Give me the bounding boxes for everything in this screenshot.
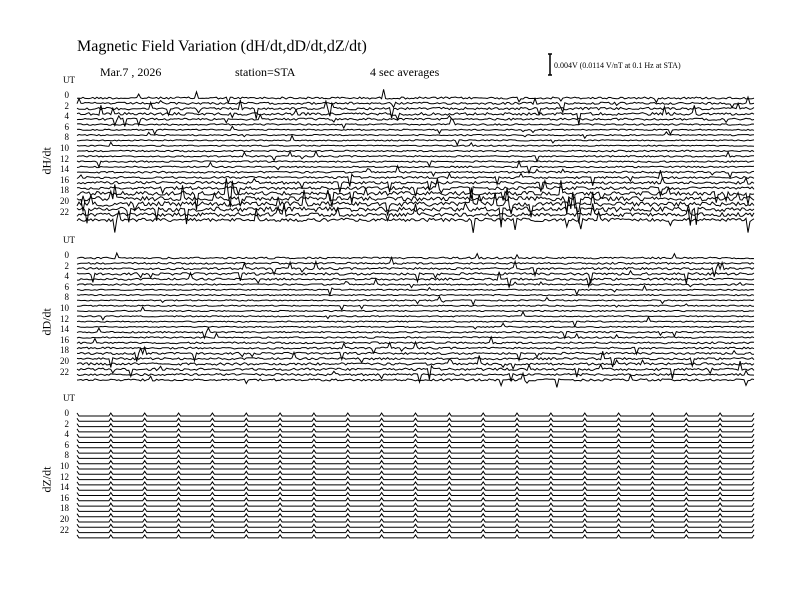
trace-dZdt-hour-5 bbox=[77, 440, 754, 443]
trace-dZdt-hour-21 bbox=[77, 524, 754, 527]
y-tick-label: 2 bbox=[64, 260, 69, 271]
trace-dZdt-hour-4 bbox=[77, 434, 754, 437]
trace-dZdt-hour-16 bbox=[77, 498, 754, 501]
trace-dZdt-hour-10 bbox=[77, 466, 754, 469]
y-tick-label: 10 bbox=[60, 143, 69, 153]
y-tick-label: 2 bbox=[64, 418, 69, 429]
trace-dZdt-hour-20 bbox=[77, 519, 754, 522]
trace-dDdt-hour-6 bbox=[77, 286, 754, 295]
y-tick-label: 10 bbox=[60, 303, 69, 313]
trace-dHdt-hour-10 bbox=[77, 150, 754, 151]
ylabel-dd: dD/dt bbox=[39, 308, 54, 336]
trace-dDdt-hour-12 bbox=[77, 317, 754, 326]
y-tick-label: 12 bbox=[60, 313, 69, 324]
trace-dHdt-hour-13 bbox=[77, 162, 754, 173]
trace-dZdt-hour-12 bbox=[77, 477, 754, 480]
trace-dZdt-hour-7 bbox=[77, 450, 754, 453]
trace-dDdt-hour-8 bbox=[77, 297, 754, 305]
trace-dZdt-hour-18 bbox=[77, 508, 754, 511]
trace-dHdt-hour-0 bbox=[77, 89, 754, 102]
trace-dDdt-hour-11 bbox=[77, 312, 754, 320]
trace-dZdt-hour-23 bbox=[77, 535, 754, 538]
ut-label-dh: UT bbox=[63, 75, 75, 85]
trace-dDdt-hour-10 bbox=[77, 307, 754, 312]
trace-dZdt-hour-0 bbox=[77, 413, 754, 416]
y-tick-label: 4 bbox=[64, 111, 69, 122]
y-tick-label: 18 bbox=[60, 503, 69, 514]
y-tick-label: 12 bbox=[60, 153, 69, 164]
y-tick-label: 8 bbox=[64, 132, 69, 143]
trace-dZdt-hour-6 bbox=[77, 445, 754, 448]
trace-dHdt-hour-16 bbox=[77, 178, 754, 193]
y-tick-label: 6 bbox=[64, 281, 69, 292]
y-tick-label: 22 bbox=[60, 366, 69, 377]
y-tick-label: 8 bbox=[64, 450, 69, 461]
y-tick-label: 16 bbox=[60, 492, 69, 503]
y-tick-label: 18 bbox=[60, 185, 69, 196]
scale-bar-label: 0.004V (0.0114 V/nT at 0.1 Hz at STA) bbox=[554, 61, 681, 70]
y-tick-label: 4 bbox=[64, 271, 69, 282]
trace-dHdt-hour-7 bbox=[77, 132, 754, 138]
y-tick-label: 10 bbox=[60, 461, 69, 471]
trace-dHdt-hour-1 bbox=[77, 97, 754, 112]
trace-dZdt-hour-3 bbox=[77, 429, 754, 432]
scale-bar bbox=[548, 54, 552, 75]
averaging-label: 4 sec averages bbox=[370, 65, 440, 79]
trace-dDdt-hour-3 bbox=[77, 271, 754, 284]
y-tick-label: 20 bbox=[60, 356, 69, 366]
y-tick-label: 14 bbox=[60, 324, 69, 335]
y-tick-label: 16 bbox=[60, 174, 69, 185]
y-tick-label: 22 bbox=[60, 206, 69, 217]
trace-dDdt-hour-7 bbox=[77, 295, 754, 296]
trace-dZdt-hour-2 bbox=[77, 424, 754, 427]
trace-dHdt-hour-9 bbox=[77, 142, 754, 146]
y-tick-label: 14 bbox=[60, 164, 69, 175]
trace-dZdt-hour-15 bbox=[77, 493, 754, 496]
y-tick-label: 4 bbox=[64, 429, 69, 440]
trace-dZdt-hour-17 bbox=[77, 503, 754, 506]
date-label: Mar.7 , 2026 bbox=[100, 65, 162, 79]
y-tick-label: 12 bbox=[60, 471, 69, 482]
ut-label-dz: UT bbox=[63, 393, 75, 403]
trace-dDdt-hour-15 bbox=[77, 333, 754, 338]
trace-dZdt-hour-22 bbox=[77, 530, 754, 533]
y-tick-label: 8 bbox=[64, 292, 69, 303]
y-tick-label: 18 bbox=[60, 345, 69, 356]
trace-dZdt-hour-14 bbox=[77, 487, 754, 490]
ylabel-dh: dH/dt bbox=[39, 147, 54, 175]
y-tick-label: 2 bbox=[64, 100, 69, 111]
trace-dZdt-hour-11 bbox=[77, 471, 754, 474]
trace-dDdt-hour-23 bbox=[77, 373, 754, 387]
chart-title: Magnetic Field Variation (dH/dt,dD/dt,dZ/dt) bbox=[77, 38, 367, 55]
y-tick-label: 0 bbox=[64, 90, 69, 100]
y-tick-label: 22 bbox=[60, 524, 69, 535]
y-tick-label: 0 bbox=[64, 250, 69, 260]
y-tick-label: 20 bbox=[60, 196, 69, 206]
station-label: station=STA bbox=[235, 65, 296, 79]
y-tick-label: 6 bbox=[64, 121, 69, 132]
y-tick-label: 6 bbox=[64, 439, 69, 450]
trace-dHdt-hour-6 bbox=[77, 126, 754, 134]
y-tick-label: 16 bbox=[60, 334, 69, 345]
trace-dZdt-hour-19 bbox=[77, 514, 754, 517]
trace-dHdt-hour-11 bbox=[77, 151, 754, 161]
y-tick-label: 0 bbox=[64, 408, 69, 418]
trace-dZdt-hour-8 bbox=[77, 455, 754, 458]
trace-dDdt-hour-0 bbox=[77, 253, 754, 259]
trace-dDdt-hour-13 bbox=[77, 323, 754, 329]
trace-dDdt-hour-14 bbox=[77, 328, 754, 338]
trace-dHdt-hour-8 bbox=[77, 136, 754, 146]
trace-dDdt-hour-5 bbox=[77, 279, 754, 287]
trace-dZdt-hour-9 bbox=[77, 461, 754, 464]
trace-dDdt-hour-9 bbox=[77, 304, 754, 310]
y-tick-label: 20 bbox=[60, 514, 69, 524]
ylabel-dz: dZ/dt bbox=[39, 466, 54, 493]
ut-label-dd: UT bbox=[63, 235, 75, 245]
trace-dDdt-hour-19 bbox=[77, 351, 754, 367]
y-tick-label: 14 bbox=[60, 482, 69, 493]
trace-dZdt-hour-1 bbox=[77, 418, 754, 421]
trace-dZdt-hour-13 bbox=[77, 482, 754, 485]
